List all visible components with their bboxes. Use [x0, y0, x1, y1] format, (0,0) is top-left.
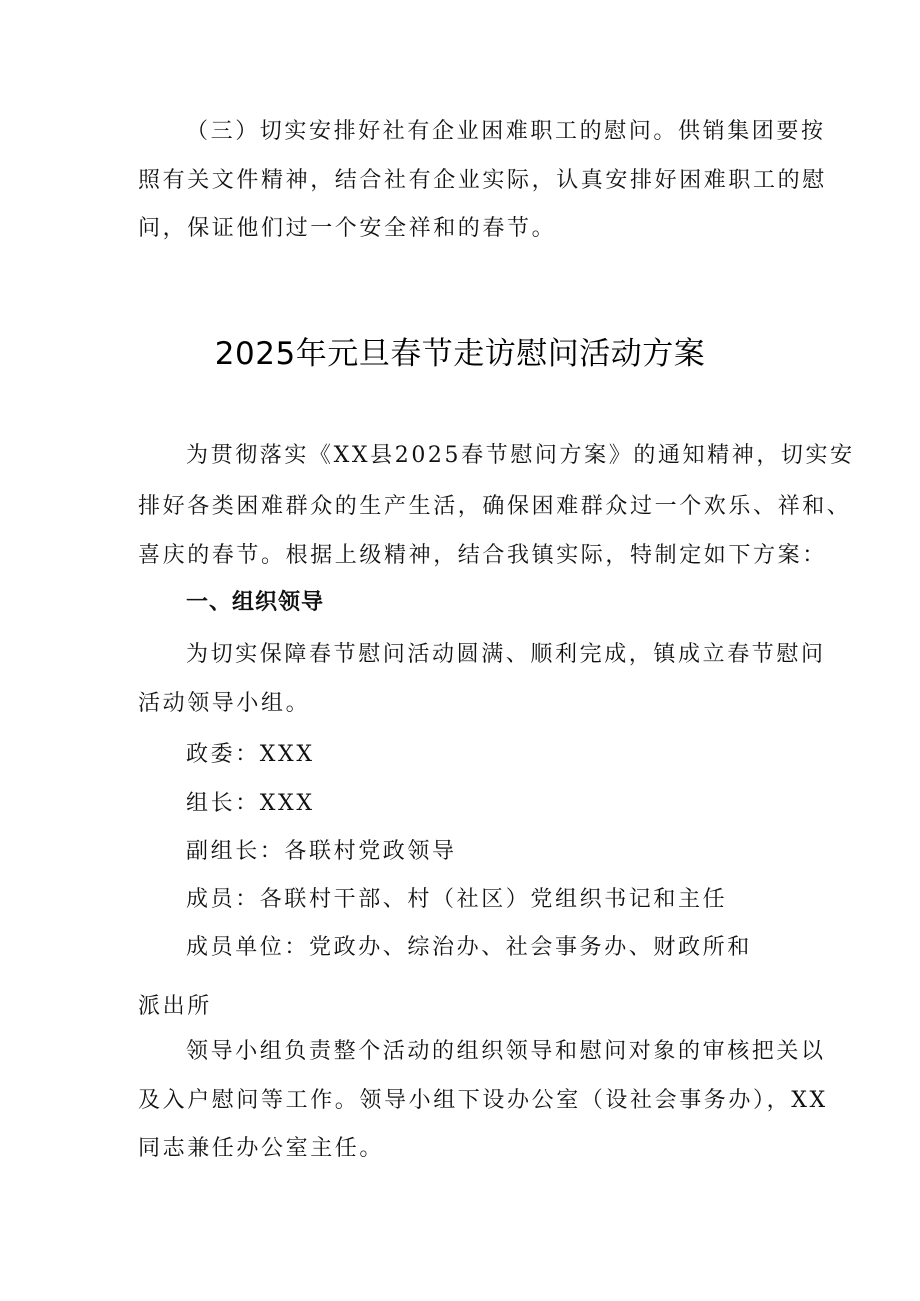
duty-line-3: 同志兼任办公室主任。: [138, 1136, 385, 1161]
member-political-commissar: 政委：XXX: [186, 742, 315, 767]
member-units-continued: 派出所: [138, 994, 212, 1019]
section3-line-2: 照有关文件精神，结合社有企业实际，认真安排好困难职工的慰: [138, 168, 827, 193]
member-leader: 组长：XXX: [186, 791, 315, 816]
member-units: 成员单位：党政办、综治办、社会事务办、财政所和: [186, 935, 752, 960]
org-line-2: 活动领导小组。: [138, 691, 311, 716]
duty-line-1: 领导小组负责整个活动的组织领导和慰问对象的审核把关以: [186, 1039, 826, 1064]
member-members: 成员：各联村干部、村（社区）党组织书记和主任: [186, 887, 728, 912]
document-title: 2025年元旦春节走访慰问活动方案: [214, 336, 706, 372]
section3-line-3: 问，保证他们过一个安全祥和的春节。: [138, 216, 557, 241]
intro-line-1: 为贯彻落实《XX县2025春节慰问方案》的通知精神，切实安: [186, 443, 855, 468]
section3-line-1: （三）切实安排好社有企业困难职工的慰问。供销集团要按: [186, 119, 826, 144]
intro-line-3: 喜庆的春节。根据上级精神，结合我镇实际，特制定如下方案：: [138, 543, 827, 568]
member-deputy-leader: 副组长：各联村党政领导: [186, 839, 457, 864]
intro-line-2: 排好各类困难群众的生产生活，确保困难群众过一个欢乐、祥和、: [138, 494, 852, 519]
org-line-1: 为切实保障春节慰问活动圆满、顺利完成，镇成立春节慰问: [186, 642, 826, 667]
section-heading-organization: 一、组织领导: [186, 590, 325, 615]
duty-line-2: 及入户慰问等工作。领导小组下设办公室（设社会事务办），XX: [138, 1088, 828, 1113]
